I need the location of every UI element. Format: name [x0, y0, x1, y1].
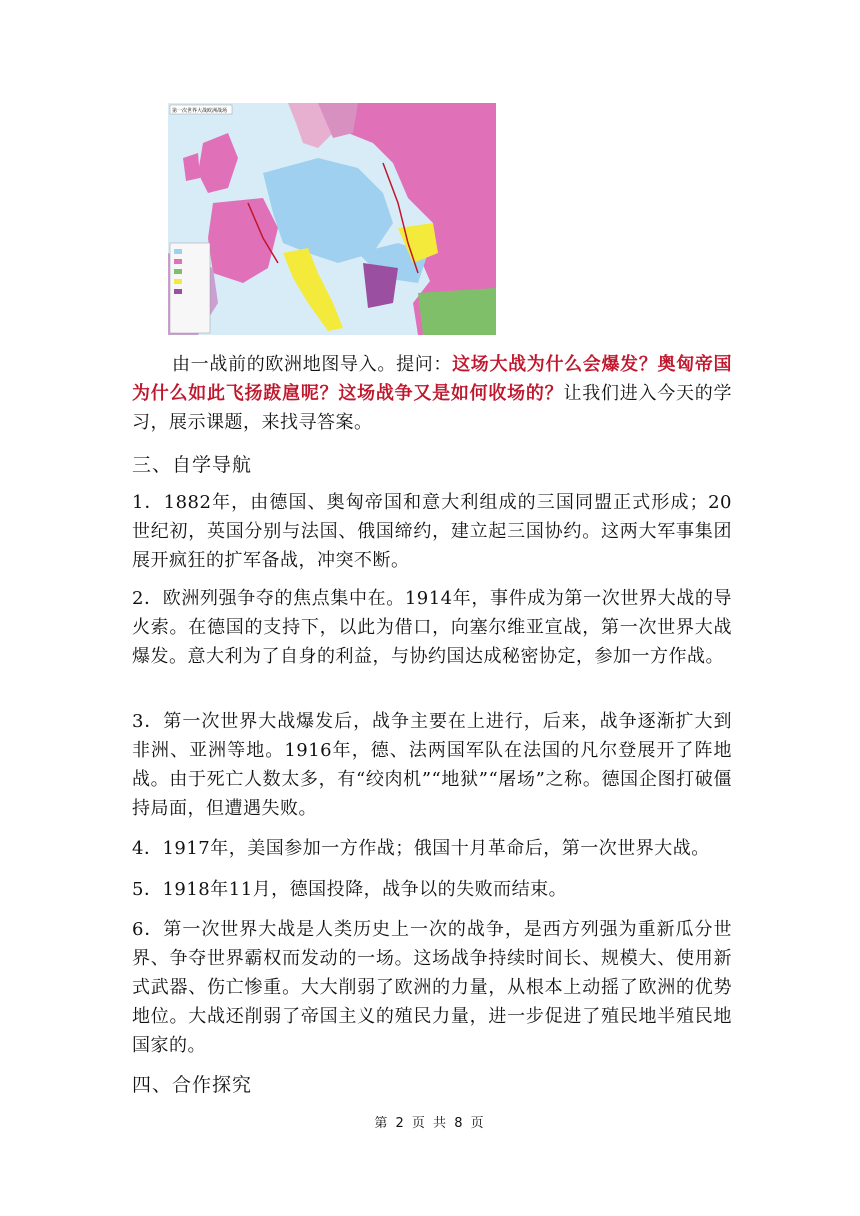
item-3: 3．第一次世界大战爆发后，战争主要在上进行，后来，战争逐渐扩大到非洲、亚洲等地。1916年，德、法两国军队在法国的凡尔登展开了阵地战。由于死亡人数太多，有“绞肉机”“地狱”“屠场”之称。德国企图打破僵持局面，但遭遇失败。 [132, 711, 732, 819]
europe-map-graphic [168, 103, 496, 335]
section-3-heading: 三、自学导航 [132, 454, 253, 476]
intro-paragraph [132, 350, 732, 437]
item-2: 2．欧洲列强争夺的焦点集中在。1914年，事件成为第一次世界大战的导火索。在德国的支持下，以此为借口，向塞尔维亚宣战，第一次世界大战爆发。意大利为了自身的利益，与协约国达成秘密协定，参加一方作战。 [132, 588, 732, 667]
intro-prefix: 由一战前的欧洲地图导入。提问： [172, 354, 453, 375]
section-4-heading: 四、合作探究 [132, 1074, 253, 1096]
intro-question: 这场大战为什么会爆发？奥匈帝国为什么如此飞扬跋扈呢？这场战争又是如何收场的？ [132, 354, 733, 404]
item-4: 4．1917年，美国参加一方作战；俄国十月革命后，第一次世界大战。 [132, 838, 710, 859]
item-1: 1．1882年，由德国、奥匈帝国和意大利组成的三国同盟正式形成；20世纪初，英国分别与法国、俄国缔约，建立起三国协约。这两大军事集团展开疯狂的扩军备战，冲突不断。 [132, 492, 732, 571]
map-title: 第一次世界大战欧洲战场 [172, 108, 228, 114]
item-5: 5．1918年11月，德国投降，战争以的失败而结束。 [132, 879, 568, 900]
item-6: 6．第一次世界大战是人类历史上一次的战争，是西方列强为重新瓜分世界、争夺世界霸权而发动的一场。这场战争持续时间长、规模大、使用新式武器、伤亡惨重。大大削弱了欧洲的力量，从根本上动摇了欧洲的优势地位。大战还削弱了帝国主义的殖民力量，进一步促进了殖民地半殖民地国家的。 [132, 919, 732, 1056]
page-footer: 第 2 页 共 8 页 [374, 1116, 486, 1131]
europe-map-image [168, 103, 496, 335]
intro-suffix: 让我们进入今天的学习，展示课题，来找寻答案。 [132, 383, 733, 433]
